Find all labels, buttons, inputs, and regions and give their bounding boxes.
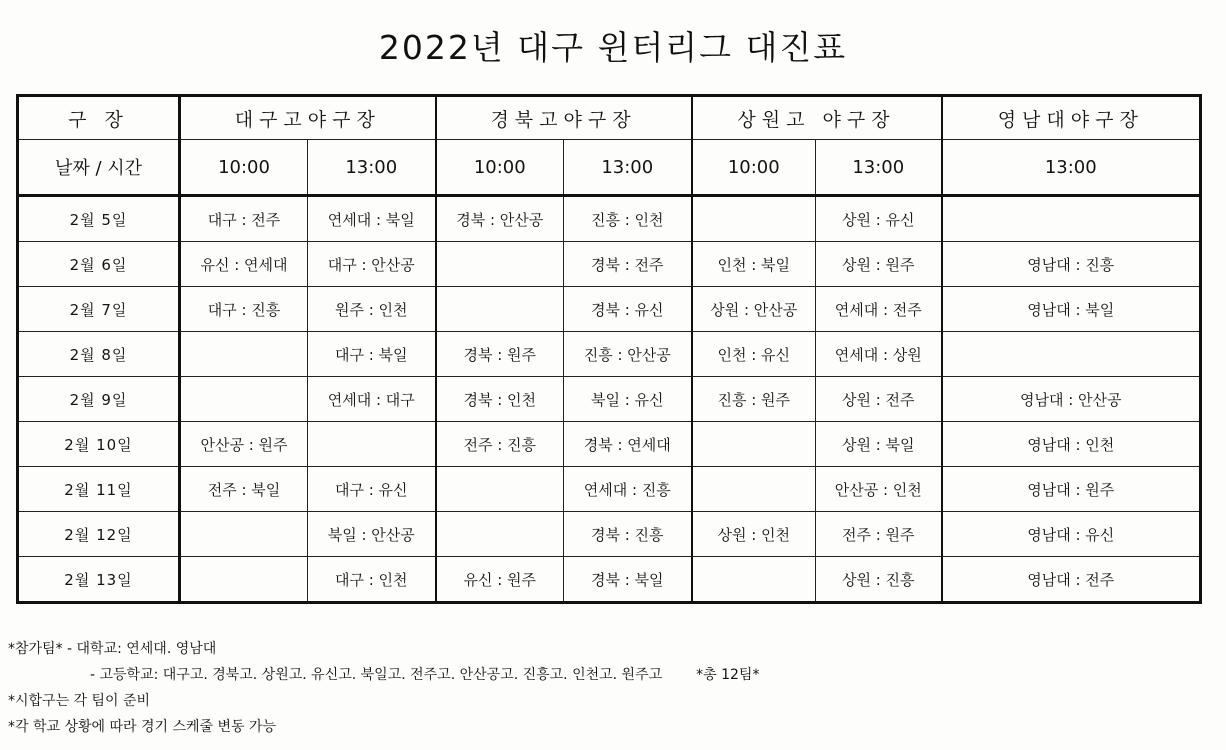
game-cell [692, 467, 816, 512]
time-header-row [18, 140, 1201, 196]
time-header: 13:00 [816, 140, 942, 196]
date-cell: 2월 13일 [18, 557, 180, 603]
schedule-row [18, 377, 1201, 422]
date-cell: 2월 7일 [18, 287, 180, 332]
game-cell: 연세대 : 대구 [308, 377, 436, 422]
date-cell: 2월 6일 [18, 242, 180, 287]
schedule-body [18, 196, 1201, 603]
date-cell: 2월 10일 [18, 422, 180, 467]
time-header: 10:00 [436, 140, 564, 196]
game-cell: 대구 : 진흥 [180, 287, 308, 332]
schedule-row [18, 196, 1201, 242]
date-cell: 2월 5일 [18, 196, 180, 242]
time-header: 13:00 [308, 140, 436, 196]
schedule-row [18, 242, 1201, 287]
game-cell: 경북 : 연세대 [564, 422, 692, 467]
game-cell [180, 332, 308, 377]
game-cell: 경북 : 유신 [564, 287, 692, 332]
game-cell: 경북 : 진흥 [564, 512, 692, 557]
page-title: 2022년 대구 윈터리그 대진표 [378, 28, 848, 67]
game-cell: 상원 : 유신 [816, 196, 942, 242]
game-cell [436, 512, 564, 557]
game-cell: 경북 : 북일 [564, 557, 692, 603]
game-cell [180, 377, 308, 422]
venue-header: 대구고야구장 [180, 96, 436, 140]
game-cell: 유신 : 연세대 [180, 242, 308, 287]
schedule-row [18, 332, 1201, 377]
game-cell: 안산공 : 원주 [180, 422, 308, 467]
schedule-row [18, 512, 1201, 557]
game-cell [942, 332, 1201, 377]
schedule-table [16, 94, 1202, 604]
game-cell: 대구 : 전주 [180, 196, 308, 242]
time-header: 13:00 [564, 140, 692, 196]
game-cell: 경북 : 안산공 [436, 196, 564, 242]
game-cell: 안산공 : 인천 [816, 467, 942, 512]
time-header: 10:00 [180, 140, 308, 196]
game-cell [942, 196, 1201, 242]
game-cell: 상원 : 원주 [816, 242, 942, 287]
date-cell: 2월 8일 [18, 332, 180, 377]
game-cell: 대구 : 인천 [308, 557, 436, 603]
game-cell: 인천 : 북일 [692, 242, 816, 287]
game-cell: 경북 : 원주 [436, 332, 564, 377]
game-cell: 영남대 : 원주 [942, 467, 1201, 512]
game-cell: 경북 : 전주 [564, 242, 692, 287]
game-cell [436, 287, 564, 332]
time-header: 13:00 [942, 140, 1201, 196]
note-schedule-change: *각 학교 상황에 따라 경기 스케줄 변동 가능 [8, 719, 277, 735]
time-header: 10:00 [692, 140, 816, 196]
game-cell: 경북 : 인천 [436, 377, 564, 422]
game-cell [692, 196, 816, 242]
game-cell: 연세대 : 전주 [816, 287, 942, 332]
notes-section [8, 636, 759, 740]
game-cell: 전주 : 북일 [180, 467, 308, 512]
game-cell: 연세대 : 북일 [308, 196, 436, 242]
game-cell: 영남대 : 진흥 [942, 242, 1201, 287]
game-cell: 진흥 : 인천 [564, 196, 692, 242]
game-cell [692, 557, 816, 603]
game-cell: 연세대 : 진흥 [564, 467, 692, 512]
game-cell: 대구 : 유신 [308, 467, 436, 512]
venue-header: 영남대야구장 [942, 96, 1201, 140]
game-cell: 북일 : 안산공 [308, 512, 436, 557]
game-cell: 상원 : 인천 [692, 512, 816, 557]
note-high-schools-list: - 고등학교: 대구고. 경북고. 상원고. 유신고. 북일고. 전주고. 안산공고. 진흥고. 인천고. 원주고 [90, 667, 663, 683]
game-cell: 진흥 : 원주 [692, 377, 816, 422]
game-cell: 진흥 : 안산공 [564, 332, 692, 377]
game-cell: 영남대 : 전주 [942, 557, 1201, 603]
game-cell: 원주 : 인천 [308, 287, 436, 332]
date-cell: 2월 9일 [18, 377, 180, 422]
game-cell: 전주 : 진흥 [436, 422, 564, 467]
datetime-label: 날짜 / 시간 [18, 140, 180, 196]
game-cell [692, 422, 816, 467]
game-cell [180, 512, 308, 557]
note-balls: *시합구는 각 팀이 준비 [8, 693, 151, 709]
venue-header: 상원고 야구장 [692, 96, 942, 140]
schedule-row [18, 287, 1201, 332]
date-cell: 2월 11일 [18, 467, 180, 512]
schedule-row [18, 467, 1201, 512]
game-cell: 인천 : 유신 [692, 332, 816, 377]
game-cell: 영남대 : 북일 [942, 287, 1201, 332]
game-cell: 상원 : 전주 [816, 377, 942, 422]
venue-label: 구 장 [18, 96, 180, 140]
game-cell: 대구 : 안산공 [308, 242, 436, 287]
venue-header-row [18, 96, 1201, 140]
game-cell: 영남대 : 인천 [942, 422, 1201, 467]
game-cell [180, 557, 308, 603]
game-cell: 영남대 : 안산공 [942, 377, 1201, 422]
schedule-row [18, 557, 1201, 603]
schedule-row [18, 422, 1201, 467]
game-cell [436, 242, 564, 287]
game-cell: 대구 : 북일 [308, 332, 436, 377]
game-cell: 유신 : 원주 [436, 557, 564, 603]
game-cell: 전주 : 원주 [816, 512, 942, 557]
game-cell [436, 467, 564, 512]
game-cell: 상원 : 진흥 [816, 557, 942, 603]
game-cell [308, 422, 436, 467]
game-cell: 북일 : 유신 [564, 377, 692, 422]
note-participants: *참가팀* - 대학교: 연세대. 영남대 [8, 641, 217, 657]
game-cell: 연세대 : 상원 [816, 332, 942, 377]
note-high-schools [8, 662, 759, 688]
venue-header: 경북고야구장 [436, 96, 692, 140]
game-cell: 상원 : 안산공 [692, 287, 816, 332]
date-cell: 2월 12일 [18, 512, 180, 557]
game-cell: 상원 : 북일 [816, 422, 942, 467]
game-cell: 영남대 : 유신 [942, 512, 1201, 557]
note-total-teams: *총 12팀* [696, 667, 760, 683]
